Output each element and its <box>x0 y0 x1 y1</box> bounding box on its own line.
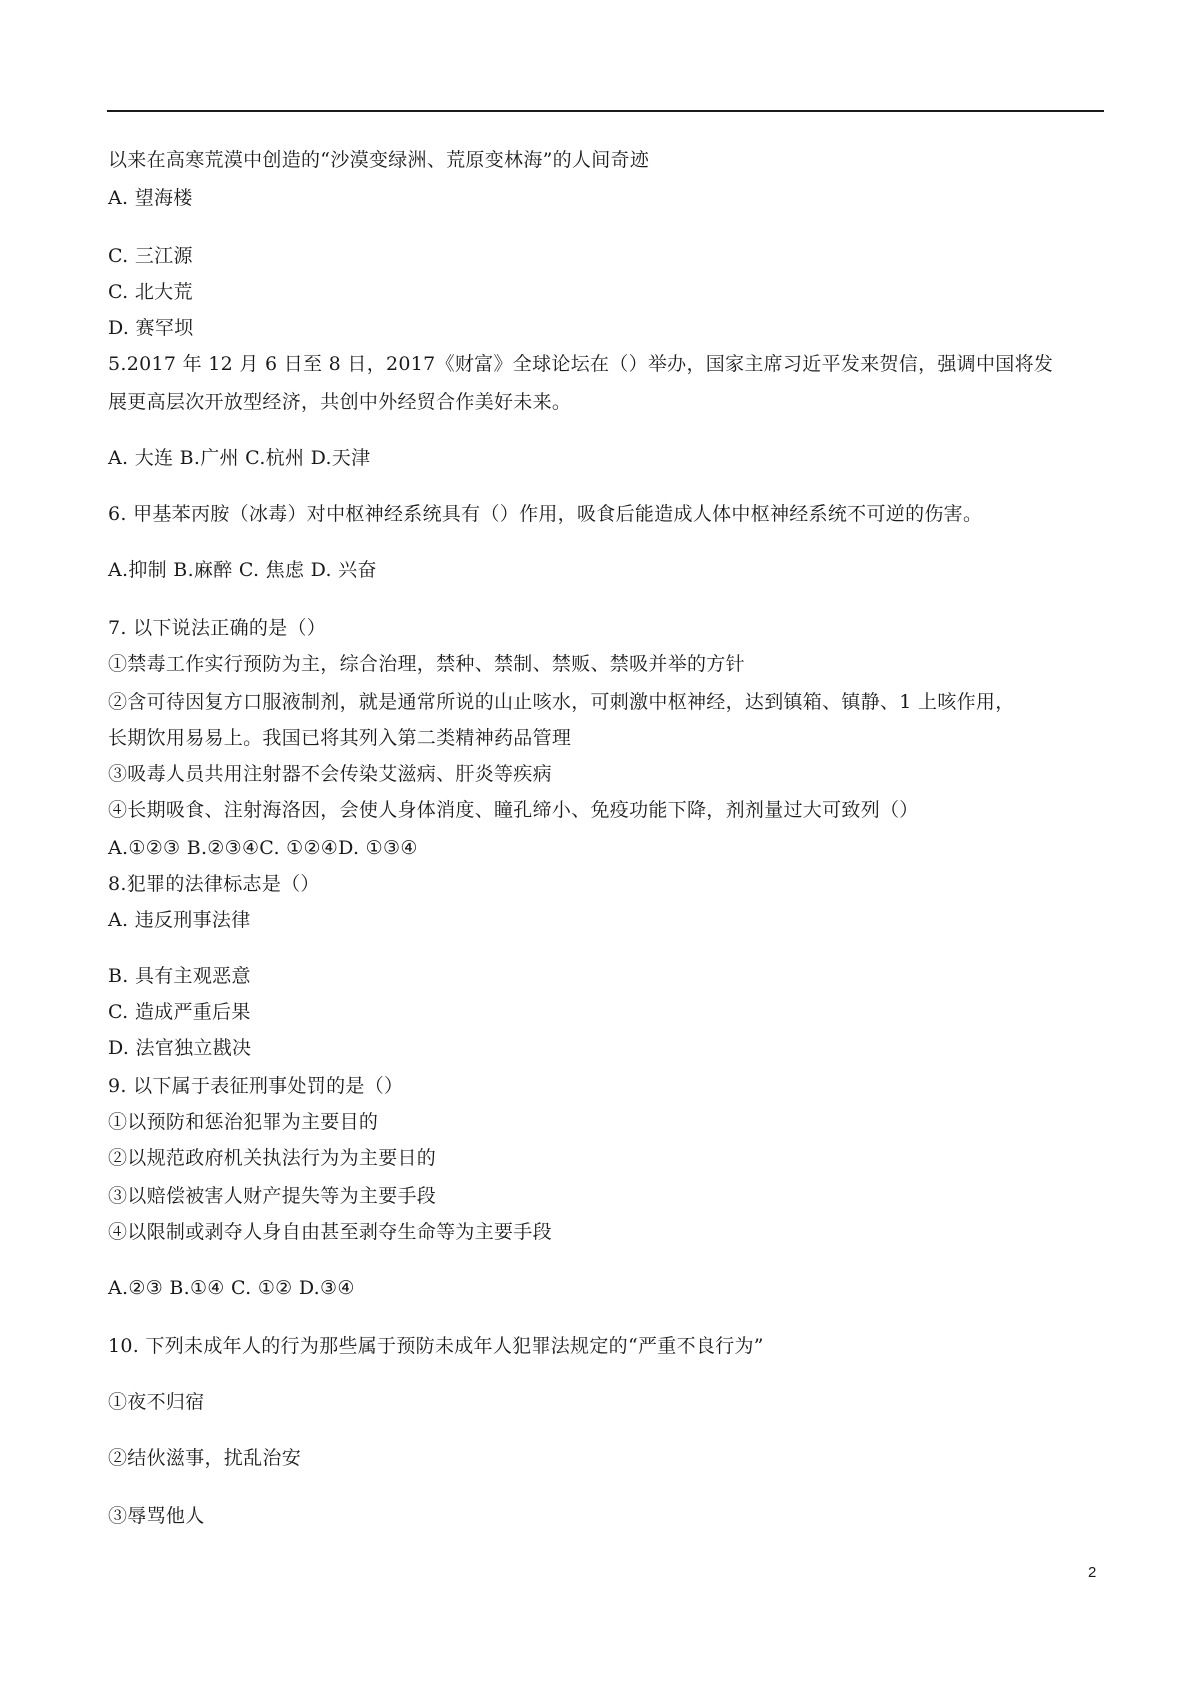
text-line: ①夜不归宿 <box>108 1391 205 1413</box>
text-line: D. 赛罕坝 <box>108 317 194 339</box>
text-line: B. 具有主观恶意 <box>108 965 251 987</box>
text-line: ②结伙滋事，扰乱治安 <box>108 1447 302 1469</box>
text-line: D. 法官独立戡决 <box>108 1037 252 1059</box>
text-line: 7. 以下说法正确的是（） <box>108 617 327 639</box>
text-line: 9. 以下属于表征刑事处罚的是（） <box>108 1075 404 1097</box>
text-line: ①禁毒工作实行预防为主，综合治理，禁种、禁制、禁贩、禁吸并举的方针 <box>108 653 745 675</box>
text-line: ②含可待因复方口服液制剂，就是通常所说的山止咳水，可刺激中枢神经，达到镇箱、镇静、1 上咳作用， <box>108 691 1015 713</box>
text-line: 6. 甲基苯丙胺（冰毒）对中枢神经系统具有（）作用，吸食后能造成人体中枢神经系统不可逆的伤害。 <box>108 503 983 525</box>
page-number: 2 <box>1088 1564 1097 1581</box>
text-line: 以来在高寒荒漠中创造的“沙漠变绿洲、荒原变林海”的人间奇迹 <box>108 149 650 171</box>
text-line: 展更高层次开放型经济，共创中外经贸合作美好未来。 <box>108 391 572 413</box>
text-line: 长期饮用易易上。我国已将其列入第二类精神药品管理 <box>108 727 572 749</box>
text-line: A. 大连 B.广州 C.杭州 D.天津 <box>108 447 371 469</box>
text-line: A. 违反刑事法律 <box>108 909 251 931</box>
text-line: A.抑制 B.麻醉 C. 焦虑 D. 兴奋 <box>108 559 377 581</box>
text-line: ④以限制或剥夺人身自由甚至剥夺生命等为主要手段 <box>108 1221 552 1243</box>
text-line: ②以规范政府机关执法行为为主要日的 <box>108 1147 437 1169</box>
text-line: C. 北大荒 <box>108 281 193 303</box>
text-line: ①以预防和惩治犯罪为主要目的 <box>108 1111 379 1133</box>
text-line: A. 望海楼 <box>108 187 193 209</box>
text-line: 10. 下列未成年人的行为那些属于预防未成年人犯罪法规定的“严重不良行为” <box>108 1335 764 1357</box>
text-line: C. 三江源 <box>108 245 193 267</box>
text-line: ③辱骂他人 <box>108 1505 205 1527</box>
text-line: A.②③ B.①④ C. ①② D.③④ <box>108 1277 355 1299</box>
text-line: 8.犯罪的法律标志是（） <box>108 873 320 895</box>
header-rule <box>107 110 1104 112</box>
text-line: ③吸毒人员共用注射器不会传染艾滋病、肝炎等疾病 <box>108 763 552 785</box>
text-line: C. 造成严重后果 <box>108 1001 251 1023</box>
text-line: A.①②③ B.②③④C. ①②④D. ①③④ <box>108 837 418 859</box>
text-line: ④长期吸食、注射海洛因，会使人身体消度、瞳孔缔小、免疫功能下降，剂剂量过大可致列（） <box>108 799 919 821</box>
text-line: 5.2017 年 12 月 6 日至 8 日，2017《财富》全球论坛在（）举办，国家主席习近平发来贺信，强调中国将发 <box>108 353 1054 375</box>
text-line: ③以赔偿被害人财产提失等为主要手段 <box>108 1185 437 1207</box>
